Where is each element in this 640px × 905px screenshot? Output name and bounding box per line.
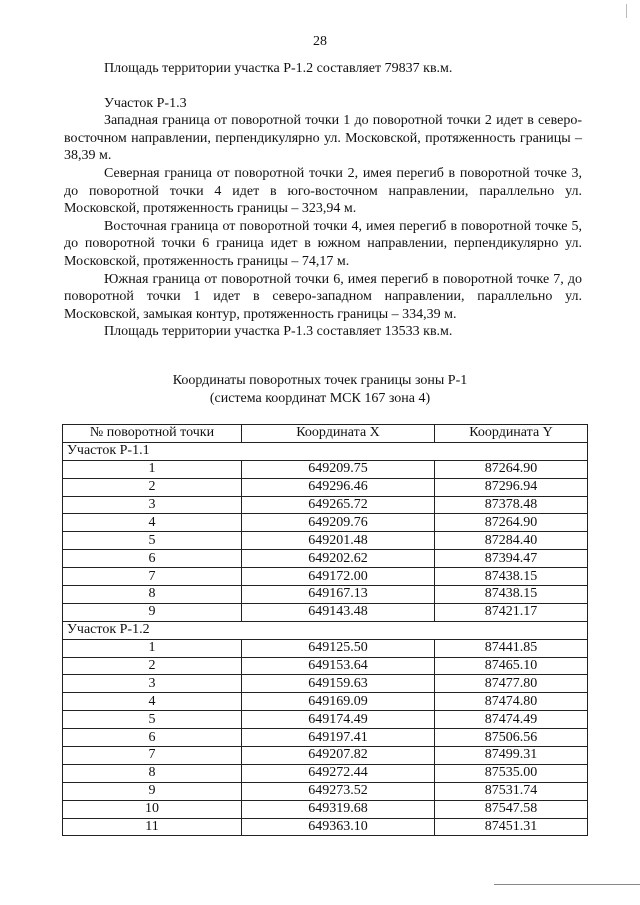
table-row — [63, 586, 588, 604]
coordinate-x-cell: 649153.64 — [242, 657, 435, 675]
point-number-cell: 6 — [63, 729, 242, 747]
header-coordinate-y: Координата Y — [435, 425, 588, 443]
coordinate-y-cell: 87474.49 — [435, 711, 588, 729]
coordinate-x-cell: 649265.72 — [242, 496, 435, 514]
coordinate-x-cell: 649273.52 — [242, 782, 435, 800]
table-row — [63, 550, 588, 568]
coordinate-x-cell: 649201.48 — [242, 532, 435, 550]
paragraph-south: Южная граница от поворотной точки 6, имея перегиб в поворотной точке 7, до поворотной точки 1 идет в северо-западном направлении, параллельно ул. Московской, замыкая контур, протяженность границы – 334,39 м. — [64, 271, 582, 322]
point-number-cell: 10 — [63, 800, 242, 818]
table-group-row — [63, 621, 588, 639]
point-number-cell: 7 — [63, 568, 242, 586]
point-number-cell: 4 — [63, 693, 242, 711]
section-heading: Участок Р-1.3 — [104, 95, 187, 111]
header-coordinate-x: Координата X — [242, 425, 435, 443]
scan-edge-line — [494, 884, 640, 885]
coordinate-x-cell: 649197.41 — [242, 729, 435, 747]
point-number-cell: 9 — [63, 782, 242, 800]
coordinate-y-cell: 87451.31 — [435, 818, 588, 836]
table-row — [63, 782, 588, 800]
point-number-cell: 1 — [63, 639, 242, 657]
coordinate-x-cell: 649272.44 — [242, 764, 435, 782]
intro-area-text: Площадь территории участка Р-1.2 составляет 79837 кв.м. — [104, 61, 453, 76]
table-row — [63, 532, 588, 550]
table-row — [63, 478, 588, 496]
coordinate-x-cell: 649319.68 — [242, 800, 435, 818]
table-header-row — [63, 425, 588, 443]
coordinate-y-cell: 87421.17 — [435, 603, 588, 621]
coordinate-x-cell: 649207.82 — [242, 747, 435, 765]
coordinate-y-cell: 87438.15 — [435, 586, 588, 604]
coordinate-y-cell: 87465.10 — [435, 657, 588, 675]
point-number-cell: 5 — [63, 711, 242, 729]
coordinate-x-cell: 649209.76 — [242, 514, 435, 532]
point-number-cell: 3 — [63, 496, 242, 514]
table-row — [63, 675, 588, 693]
coordinate-x-cell: 649167.13 — [242, 586, 435, 604]
paragraph-west: Западная граница от поворотной точки 1 до поворотной точки 2 идет в северо-восточном направлении, перпендикулярно ул. Московской, протяженность границы – 38,39 м. — [64, 113, 582, 164]
table-row — [63, 657, 588, 675]
coordinate-y-cell: 87284.40 — [435, 532, 588, 550]
coordinate-y-cell: 87441.85 — [435, 639, 588, 657]
coordinate-x-cell: 649209.75 — [242, 460, 435, 478]
coordinate-y-cell: 87547.58 — [435, 800, 588, 818]
table-row — [63, 818, 588, 836]
table-row — [63, 639, 588, 657]
point-number-cell: 2 — [63, 657, 242, 675]
coordinate-y-cell: 87474.80 — [435, 693, 588, 711]
coordinate-y-cell: 87378.48 — [435, 496, 588, 514]
scan-edge-mark — [626, 4, 627, 18]
point-number-cell: 7 — [63, 747, 242, 765]
table-row — [63, 729, 588, 747]
coordinate-x-cell: 649143.48 — [242, 603, 435, 621]
table-caption — [0, 372, 640, 408]
point-number-cell: 5 — [63, 532, 242, 550]
coordinate-x-cell: 649159.63 — [242, 675, 435, 693]
caption-line-1: Координаты поворотных точек границы зоны Р-1 — [172, 373, 468, 388]
coordinate-y-cell: 87477.80 — [435, 675, 588, 693]
point-number-cell: 1 — [63, 460, 242, 478]
coordinate-x-cell: 649172.00 — [242, 568, 435, 586]
table-row — [63, 747, 588, 765]
caption-line-2: (система координат МСК 167 зона 4) — [209, 391, 431, 406]
coordinate-x-cell: 649363.10 — [242, 818, 435, 836]
section-area-text: Площадь территории участка Р-1.3 составляет 13533 кв.м. — [104, 324, 453, 340]
point-number-cell: 9 — [63, 603, 242, 621]
table-row — [63, 460, 588, 478]
coordinate-y-cell: 87264.90 — [435, 514, 588, 532]
coordinate-x-cell: 649296.46 — [242, 478, 435, 496]
table-row — [63, 496, 588, 514]
table-row — [63, 568, 588, 586]
table-body — [63, 442, 588, 836]
point-number-cell: 6 — [63, 550, 242, 568]
body-text — [64, 60, 582, 341]
coordinate-x-cell: 649125.50 — [242, 639, 435, 657]
table-group-row — [63, 442, 588, 460]
paragraph-east: Восточная граница от поворотной точки 4, имея перегиб в поворотной точке 5, до поворотной точки 6 граница идет в южном направлении, перпендикулярно ул. Московской, протяженность границы – 74,17 м. — [64, 218, 582, 269]
coordinate-y-cell: 87531.74 — [435, 782, 588, 800]
coordinate-y-cell: 87438.15 — [435, 568, 588, 586]
table-row — [63, 693, 588, 711]
header-point-number: № поворотной точки — [63, 425, 242, 443]
paragraph-north: Северная граница от поворотной точки 2, имея перегиб в поворотной точке 3, до поворотной точки 4 идет в юго-восточном направлении, параллельно ул. Московской, протяженность границы – 323,94 м. — [64, 165, 582, 217]
point-number-cell: 4 — [63, 514, 242, 532]
point-number-cell: 11 — [63, 818, 242, 836]
coordinate-x-cell: 649174.49 — [242, 711, 435, 729]
table-row — [63, 711, 588, 729]
coordinate-y-cell: 87535.00 — [435, 764, 588, 782]
page-number: 28 — [313, 34, 327, 49]
table-row — [63, 764, 588, 782]
coordinate-y-cell: 87296.94 — [435, 478, 588, 496]
coordinate-x-cell: 649202.62 — [242, 550, 435, 568]
point-number-cell: 3 — [63, 675, 242, 693]
table-row — [63, 514, 588, 532]
coordinate-y-cell: 87394.47 — [435, 550, 588, 568]
group-name: Участок Р-1.1 — [63, 442, 588, 460]
coordinate-y-cell: 87264.90 — [435, 460, 588, 478]
table-row — [63, 800, 588, 818]
coordinates-table — [62, 424, 588, 836]
table-row — [63, 603, 588, 621]
group-name: Участок Р-1.2 — [63, 621, 588, 639]
point-number-cell: 8 — [63, 764, 242, 782]
coordinate-y-cell: 87499.31 — [435, 747, 588, 765]
point-number-cell: 2 — [63, 478, 242, 496]
coordinate-y-cell: 87506.56 — [435, 729, 588, 747]
coordinate-x-cell: 649169.09 — [242, 693, 435, 711]
point-number-cell: 8 — [63, 586, 242, 604]
